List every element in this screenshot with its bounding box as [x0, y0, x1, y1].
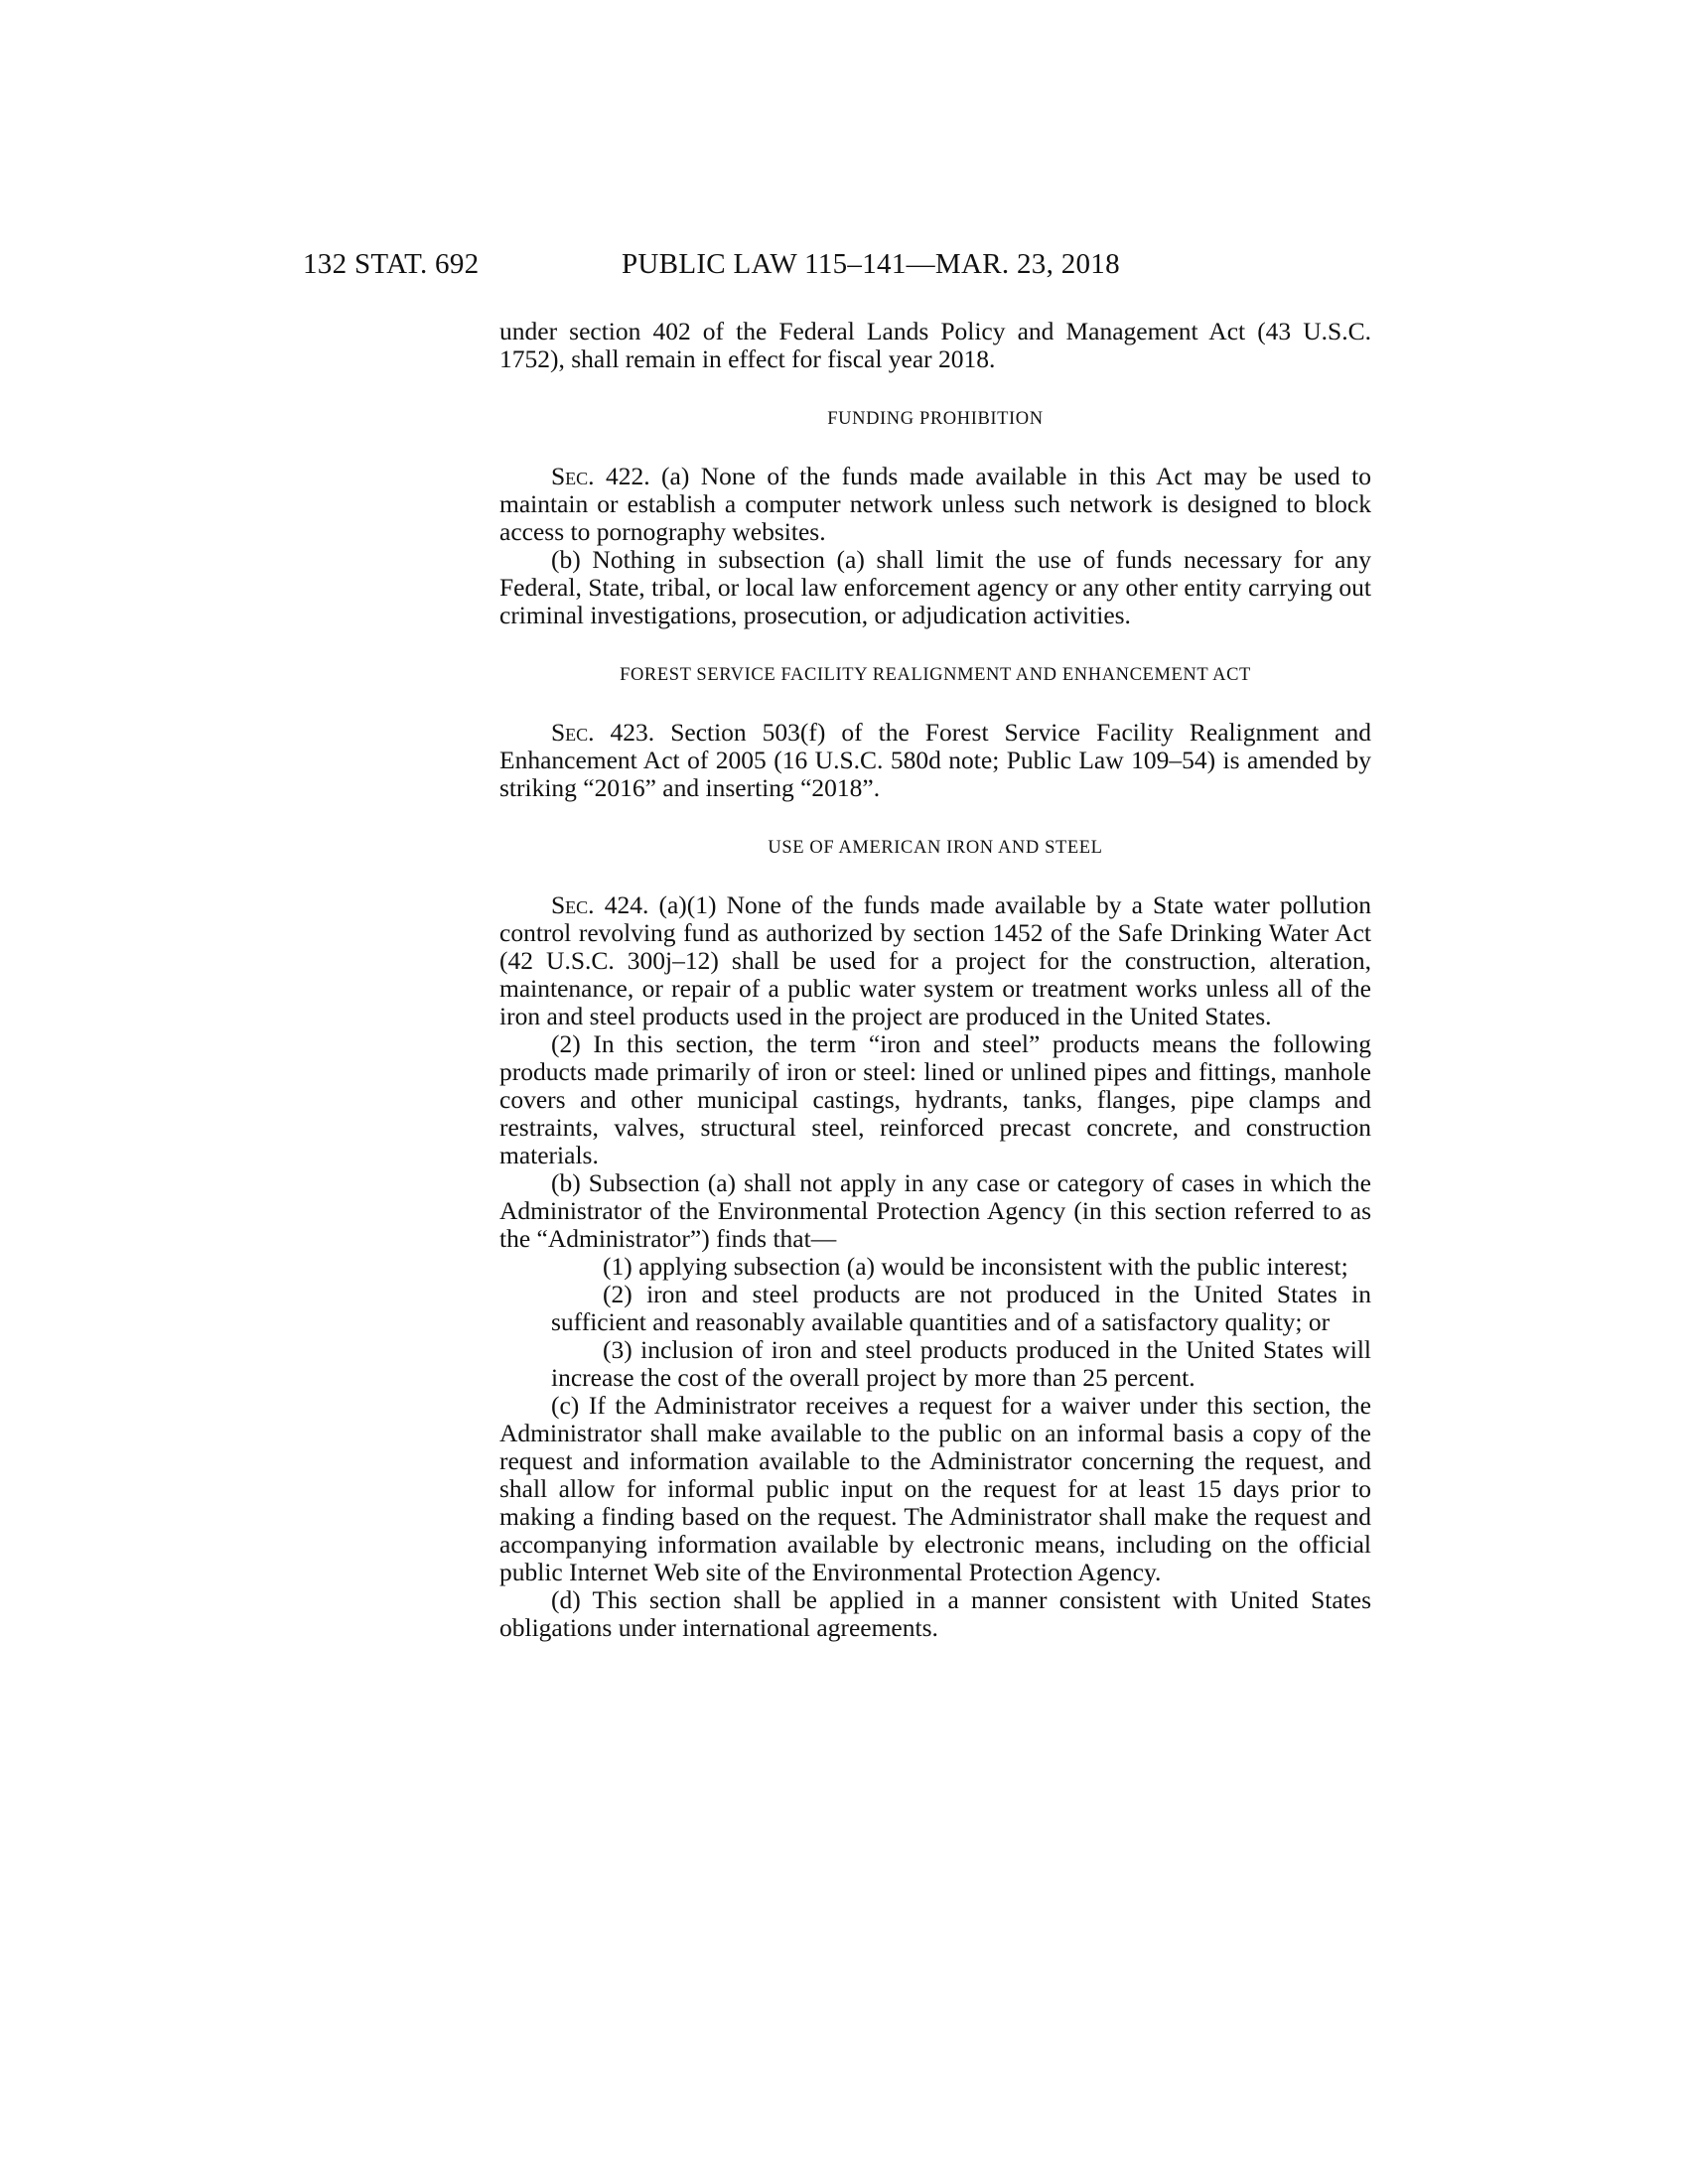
sec-422-label: Sec. 422. [551, 462, 650, 490]
sec-424-paragraph-a1 [499, 891, 1371, 1030]
sec-424-paragraph-a2: (2) In this section, the term “iron and steel” products means the following products made primarily of iron or steel: lined or unlined pipes and fittings, manhole covers and other municipal castings, hydrants, tanks, flanges, pipe clamps and restraints, valves, structural steel, reinforced precast concrete, and construction materials. [499, 1029, 1371, 1169]
sec-424-paragraph-b: (b) Subsection (a) shall not apply in any case or category of cases in which the Administrator of the Environmental Protection Agency (in this section referred to as the “Administrator”) finds that— [499, 1168, 1371, 1253]
sec-424-paragraph-b3: (3) inclusion of iron and steel products produced in the United States will increase the cost of the overall project by more than 25 percent. [551, 1335, 1371, 1392]
sec-424-paragraph-d: (d) This section shall be applied in a manner consistent with United States obligations under international agreements. [499, 1585, 1371, 1642]
sec-424-paragraph-b1: (1) applying subsection (a) would be inconsistent with the public interest; [603, 1252, 1348, 1281]
sec-423-label: Sec. 423. [551, 718, 655, 747]
sec-424-paragraph-b2: (2) iron and steel products are not produced in the United States in sufficient and reasonably available quantities and of a satisfactory quality; or [551, 1280, 1371, 1336]
sec-422-paragraph-b: (b) Nothing in subsection (a) shall limit the use of funds necessary for any Federal, State, tribal, or local law enforcement agency or any other entity carrying out criminal investigations, prosecution, or adjudication activities. [499, 545, 1371, 629]
document-body [499, 318, 1371, 1642]
section-heading-funding-prohibition: FUNDING PROHIBITION [827, 409, 1044, 429]
sec-424-label: Sec. 424. [551, 890, 649, 919]
sec-422-paragraph-a [499, 463, 1371, 546]
sec-423-text: Section 503(f) of the Forest Service Facility Realignment and Enhancement Act of 2005 (16 U.S.C. 580d note; Public Law 109–54) is amended by striking “2016” and inserting “2018”. [499, 718, 1371, 802]
sec-422-a-text: (a) None of the funds made available in this Act may be used to maintain or establish a computer network unless such network is designed to block access to pornography websites. [499, 462, 1371, 546]
statute-page-number: 132 STAT. 692 [303, 248, 480, 280]
continuation-paragraph: under section 402 of the Federal Lands Policy and Management Act (43 U.S.C. 1752), shall remain in effect for fiscal year 2018. [499, 317, 1371, 373]
sec-423-paragraph [499, 719, 1371, 802]
sec-424-a1-text: (a)(1) None of the funds made available by a State water pollution control revolving fund as authorized by section 1452 of the Safe Drinking Water Act (42 U.S.C. 300j–12) shall be used for a project for the construction, alteration, maintenance, or repair of a public water system or treatment works unless all of the iron and steel products used in the project are produced in the United States. [499, 890, 1372, 1030]
public-law-header: PUBLIC LAW 115–141—MAR. 23, 2018 [622, 248, 1120, 280]
sec-424-paragraph-c: (c) If the Administrator receives a request for a waiver under this section, the Administrator shall make available to the public on an informal basis a copy of the request and information available to the Administrator concerning the request, and shall allow for informal public input on the request for at least 15 days prior to making a finding based on the request. The Administrator shall make the request and accompanying information available by electronic means, including on the official public Internet Web site of the Environmental Protection Agency. [499, 1391, 1371, 1586]
section-heading-forest-service: FOREST SERVICE FACILITY REALIGNMENT AND ENHANCEMENT ACT [620, 665, 1251, 685]
section-heading-iron-and-steel: USE OF AMERICAN IRON AND STEEL [768, 838, 1103, 858]
